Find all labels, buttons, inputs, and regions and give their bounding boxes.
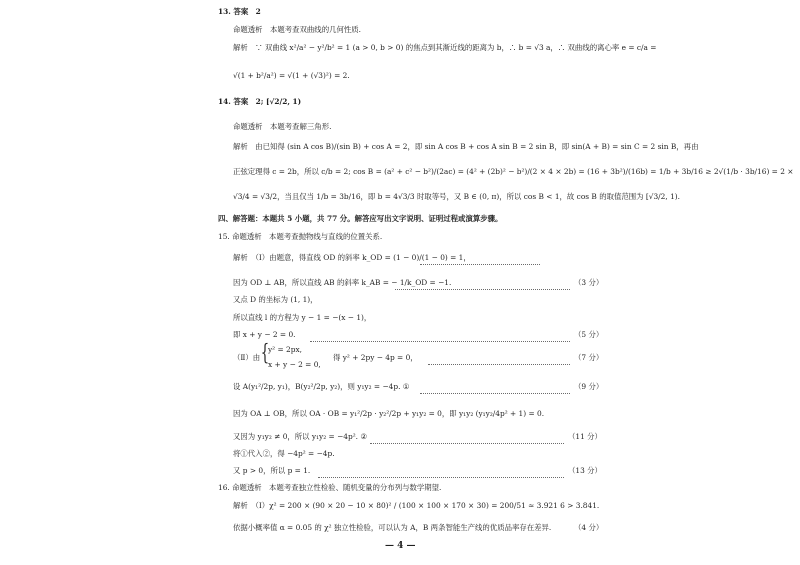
- q16-step1: 解析 （Ⅰ）χ² = 200 × (90 × 20 − 10 × 80)² / (100 × 100 × 170 × 30) = 200/51 ≈ 3.921 6 > 3.841.: [233, 501, 600, 510]
- q15-step6-result: 得 y² + 2py − 4p = 0，: [333, 353, 418, 362]
- q14-solution-line1: 解析 由已知得 (sin A cos B)/(sin B) + cos A = 2，即 sin A cos B + cos A sin B = 2 sin B，即 sin(A + B) = sin C = 2 sin B，再由: [233, 142, 699, 151]
- q14-answer: 14. 答案 2; [√2/2, 1): [218, 97, 302, 106]
- q13-solution-line2: √(1 + b²/a²) = √(1 + (√3)²) = 2.: [233, 71, 350, 80]
- q13-intent: 命题透析 本题考查双曲线的几何性质.: [233, 25, 361, 34]
- q15-step4: 所以直线 l 的方程为 y − 1 = −(x − 1)，: [233, 313, 372, 322]
- q15-step11-points: （13 分）: [568, 466, 602, 475]
- q15-intent: 15. 命题透析 本题考查抛物线与直线的位置关系.: [218, 232, 383, 241]
- q15-step6-points: （7 分）: [574, 353, 604, 362]
- q15-step9-points: （11 分）: [568, 432, 602, 441]
- q15-step6-lead: （Ⅱ）由: [233, 353, 261, 362]
- q15-step5: 即 x + y − 2 = 0.: [233, 330, 296, 339]
- q16-intent: 16. 命题透析 本题考查独立性检验、随机变量的分布列与数学期望.: [218, 483, 442, 492]
- leader-dots: [420, 393, 570, 394]
- q15-step7: 设 A(y₁²/2p, y₁)，B(y₂²/2p, y₂)，则 y₁y₂ = −4p. ①: [233, 382, 410, 391]
- q16-step2-points: （4 分）: [574, 523, 604, 532]
- q14-intent: 命题透析 本题考查解三角形.: [233, 122, 332, 131]
- leader-dots: [395, 289, 570, 290]
- leader-dots: [420, 264, 540, 265]
- q16-step2: 依据小概率值 α = 0.05 的 χ² 独立性检验，可以认为 A，B 两条智能生产线的优质品率存在差异.: [233, 523, 552, 532]
- q13-solution-line1: 解析 ∵ 双曲线 x²/a² − y²/b² = 1 (a > 0, b > 0) 的焦点到其渐近线的距离为 b，∴ b = √3 a，∴ 双曲线的离心率 e = c/a =: [233, 43, 657, 52]
- q14-solution-line2: 正弦定理得 c = 2b，所以 c/b = 2; cos B = (a² + c² − b²)/(2ac) = (4² + (2b)² − b²)/(2 × 4 × 2b) = (16 + 3b²)/(16b) = 1/b + 3b/16 ≥ 2√(1/b · 3b/16) = 2 ×: [233, 167, 794, 176]
- leader-dots: [310, 341, 570, 342]
- q15-step5-points: （5 分）: [574, 330, 604, 339]
- q13-answer: 13. 答案 2: [218, 7, 261, 16]
- section-4-heading: 四、解答题：本题共 5 小题，共 77 分。解答应写出文字说明、证明过程或演算步骤。: [218, 214, 503, 223]
- q15-step8: 因为 OA ⊥ OB，所以 OA · OB = y₁²/2p · y₂²/2p + y₁y₂ = 0，即 y₁y₂ (y₁y₂/4p² + 1) = 0.: [233, 409, 545, 418]
- q14-solution-line3: √3/4 = √3/2，当且仅当 1/b = 3b/16，即 b = 4√3/3 时取等号，又 B ∈ (0, π)，所以 cos B < 1，故 cos B 的取值范围为 [√3/2, 1).: [233, 192, 681, 201]
- q15-step2: 因为 OD ⊥ AB，所以直线 AB 的斜率 k_AB = − 1/k_OD = −1.: [233, 278, 452, 287]
- page-number: — 4 —: [385, 541, 416, 551]
- q15-step11: 又 p > 0，所以 p = 1.: [233, 466, 311, 475]
- q15-step9: 又因为 y₁y₂ ≠ 0，所以 y₁y₂ = −4p². ②: [233, 432, 367, 441]
- q15-system-eq2: x + y − 2 = 0,: [268, 360, 321, 369]
- leader-dots: [370, 443, 564, 444]
- system-brace: {: [260, 341, 270, 366]
- q15-step1: 解析 （Ⅰ）由题意，得直线 OD 的斜率 k_OD = (1 − 0)/(1 − 0) = 1，: [233, 253, 471, 262]
- q15-step2-points: （3 分）: [574, 278, 604, 287]
- leader-dots: [428, 364, 570, 365]
- q15-system-eq1: y² = 2px,: [268, 345, 302, 354]
- q15-step3: 又点 D 的坐标为 (1, 1)，: [233, 295, 318, 304]
- q15-step10: 将①代入②，得 −4p² = −4p.: [233, 449, 335, 458]
- leader-dots: [318, 477, 564, 478]
- q15-step7-points: （9 分）: [574, 382, 604, 391]
